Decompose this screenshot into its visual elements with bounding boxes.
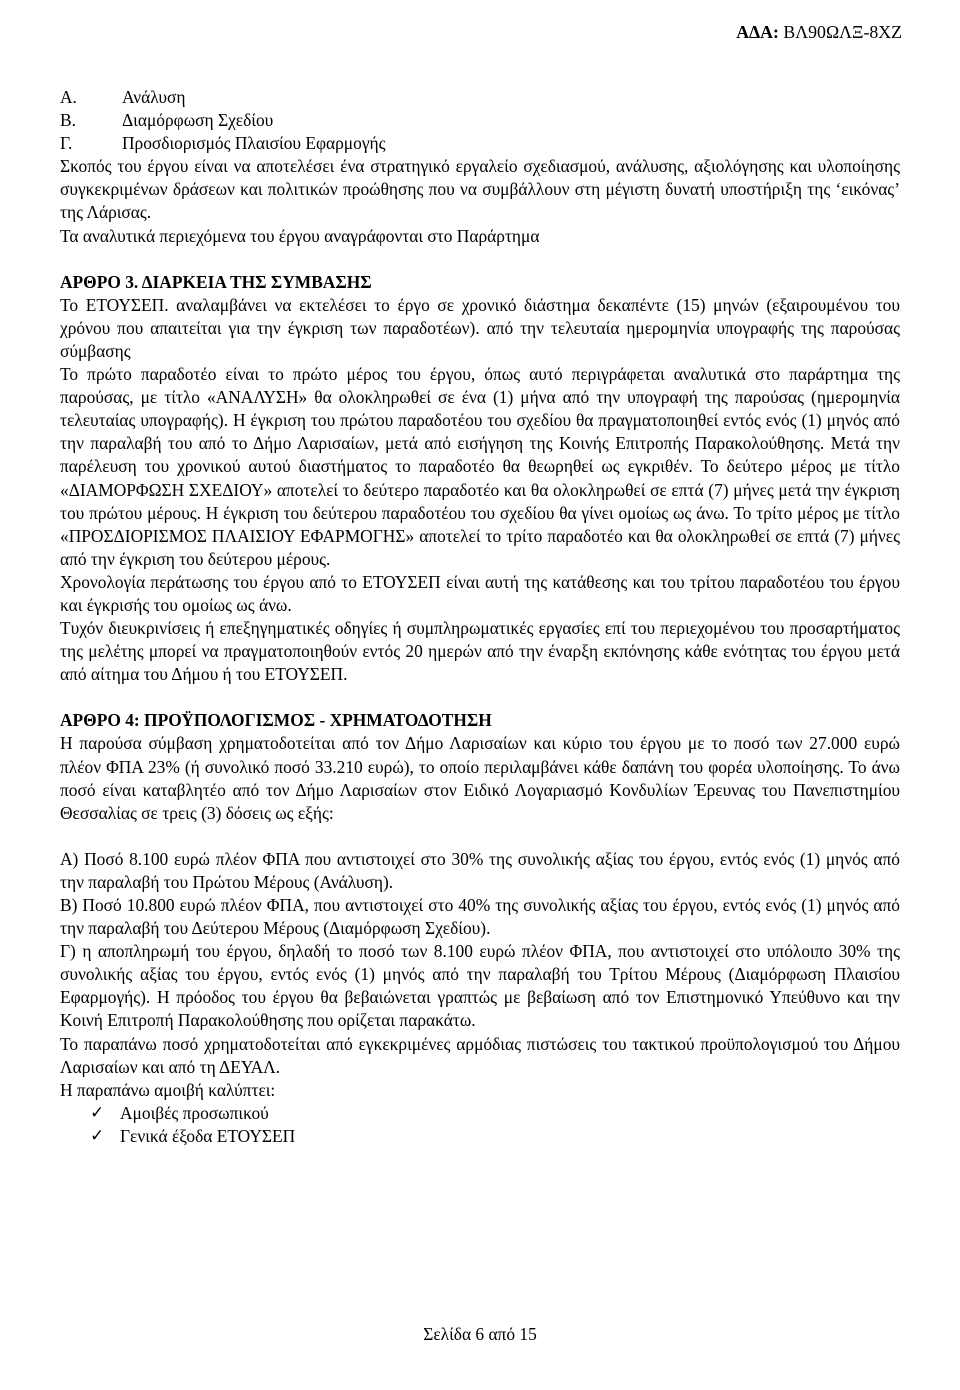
code-value: ΒΛ90ΩΛΞ-8ΧΖ [783,22,902,42]
document-code [736,20,902,44]
check-icon: ✓ [90,1125,105,1146]
installment-item: Α) Ποσό 8.100 ευρώ πλέον ΦΠΑ που αντιστοιχεί στο 30% της συνολικής αξίας του έργου, εντός ενός (1) μηνός από την παραλαβή του Πρώτου Μέρους (Ανάλυση). [60,848,900,892]
outline-text: Διαμόρφωση Σχεδίου [122,110,274,131]
outline-text: Ανάλυση [122,87,186,107]
article-3-title: ΑΡΘΡΟ 3. ΔΙΑΡΚΕΙΑ ΤΗΣ ΣΥΜΒΑΣΗΣ [60,271,372,292]
outline-mark: Β. [60,110,76,131]
installment-item: Γ) η αποπληρωμή του έργου, δηλαδή το ποσό των 8.100 ευρώ πλέον ΦΠΑ, που αντιστοιχεί στο υπόλοιπο 30% της συνολικής αξίας του έργου, εντός ενός (1) μηνός από την παραλαβή του Τρίτου Μέρους (Διαμόρφωση Πλαισίου Εφαρμογής). Η πρόοδος του έργου θα βεβαιώνεται γραπτώς με βεβαίωση από τον Επιστημονικό Υπεύθυνο και την Κοινή Επιτροπή Παρακολούθησης που ορίζεται παρακάτω. [60,941,900,1031]
covers-list-item [90,1102,900,1125]
outline-item [60,109,900,132]
outline-item [60,86,900,109]
code-label: ΑΔΑ: [736,22,779,42]
article-3-paragraph: Χρονολογία περάτωσης του έργου από το ΕΤΟΥΣΕΠ είναι αυτή της κατάθεσης και του τρίτου παραδοτέου του έργου και έγκρισής του ομοίως ως άνω. [60,571,900,615]
page-number: Σελίδα 6 από 15 [423,1324,537,1344]
installment-item: Β) Ποσό 10.800 ευρώ πλέον ΦΠΑ, που αντιστοιχεί στο 40% της συνολικής αξίας του έργου, εντός ενός (1) μηνός από την παραλαβή του Δεύτερου Μέρους (Διαμόρφωση Σχεδίου). [60,895,900,939]
covers-item-text: Γενικά έξοδα ΕΤΟΥΣΕΠ [120,1125,296,1146]
article-4-intro: Η παρούσα σύμβαση χρηματοδοτείται από τον Δήμο Λαρισαίων και κύριο του έργου με το ποσό των 27.000 ευρώ πλέον ΦΠΑ 23% (ή συνολικό ποσό 33.210 ευρώ), το οποίο περιλαμβάνει κάθε δαπάνη του φορέα υλοποίησης. Το άνω ποσό είναι καταβλητέο από τον Δήμο Λαρισαίων στον Ειδικό Λογαριασμό Κονδυλίων Έρευνας του Πανεπιστημίου Θεσσαλίας σε τρεις (3) δόσεις ως εξής: [60,733,900,823]
covers-list-item [90,1125,900,1148]
funding-paragraph: Το παραπάνω ποσό χρηματοδοτείται από εγκεκριμένες αρμόδιας πιστώσεις του τακτικού προϋπολογισμού του Δήμου Λαρισαίων και από τη ΔΕΥΑΛ. [60,1033,900,1077]
outline-mark: Γ. [60,133,73,154]
article-3-paragraph: Το πρώτο παραδοτέο είναι το πρώτο μέρος του έργου, όπως αυτό περιγράφεται αναλυτικά στο παράρτημα της παρούσας, με τίτλο «ΑΝΑΛΥΣΗ» θα ολοκληρωθεί σε ένα (1) μήνα από την υπογραφή της παρούσας (ημερομηνία τελευταίας υπογραφής). Η έγκριση του πρώτου παραδοτέου του σχεδίου θα πραγματοποιηθεί εντός ενός (1) μηνός από την παραλαβή του από το Δήμο Λαρισαίων, μετά από εισήγηση της Κοινής Επιτροπής Παρακολούθησης. Μετά την παρέλευση του χρονικού αυτού διαστήματος το παραδοτέο θα θεωρηθεί ως εγκριθέν. Το δεύτερο μέρος με τίτλο «ΔΙΑΜΟΡΦΩΣΗ ΣΧΕΔΙΟΥ» αποτελεί το δεύτερο παραδοτέο και θα ολοκληρωθεί σε επτά (7) μήνες μετά την έγκριση του πρώτου μέρους. Η έγκριση του δεύτερου παραδοτέου του σχεδίου θα γίνει ομοίως ως άνω. Το τρίτο μέρος με τίτλο «ΠΡΟΣΔΙΟΡΙΣΜΟΣ ΠΛΑΙΣΙΟΥ ΕΦΑΡΜΟΓΗΣ» αποτελεί το τρίτο παραδοτέο και θα ολοκληρωθεί σε επτά (7) μήνες από την έγκριση του δεύτερου μέρους. [60,364,900,569]
outline-text: Προσδιορισμός Πλαισίου Εφαρμογής [122,133,386,154]
article-3-paragraph: Τυχόν διευκρινίσεις ή επεξηγηματικές οδηγίες ή συμπληρωματικές εργασίες επί του περιεχομένου του προσαρτήματος της μελέτης μπορεί να πραγματοποιηθούν εντός 20 ημερών από την έναρξη εκπόνησης κάθε ενότητας του έργου μετά από αίτημα του Δήμου ή του ΕΤΟΥΣΕΠ. [60,618,900,685]
covers-item-text: Αμοιβές προσωπικού [120,1102,269,1123]
document-body [60,86,900,1148]
covers-list [90,1102,900,1148]
outline-mark: Α. [60,87,77,107]
check-icon: ✓ [90,1102,105,1123]
covers-label: Η παραπάνω αμοιβή καλύπτει: [60,1079,276,1100]
outline-item [60,132,900,155]
article-3-paragraph: Το ΕΤΟΥΣΕΠ. αναλαμβάνει να εκτελέσει το έργο σε χρονικό διάστημα δεκαπέντε (15) μηνών (εξαιρουμένου του χρόνου που απαιτείται για την έγκριση των παραδοτέων). από την τελευταία ημερομηνία υπογραφής της παρούσας σύμβασης [60,294,900,361]
intro-paragraph: Σκοπός του έργου είναι να αποτελέσει ένα στρατηγικό εργαλείο σχεδιασμού, ανάλυσης, αξιολόγησης και υλοποίησης συγκεκριμένων δράσεων και πολιτικών προώθησης που να συμβάλλουν στη μέγιστη δυνατή υποστήριξη της ‘εικόνας’ της Λάρισας. [60,156,900,223]
article-4-title: ΑΡΘΡΟ 4: ΠΡΟΫΠΟΛΟΓΙΣΜΟΣ - ΧΡΗΜΑΤΟΔΟΤΗΣΗ [60,710,492,731]
intro-paragraph: Τα αναλυτικά περιεχόμενα του έργου αναγράφονται στο Παράρτημα [60,225,540,246]
